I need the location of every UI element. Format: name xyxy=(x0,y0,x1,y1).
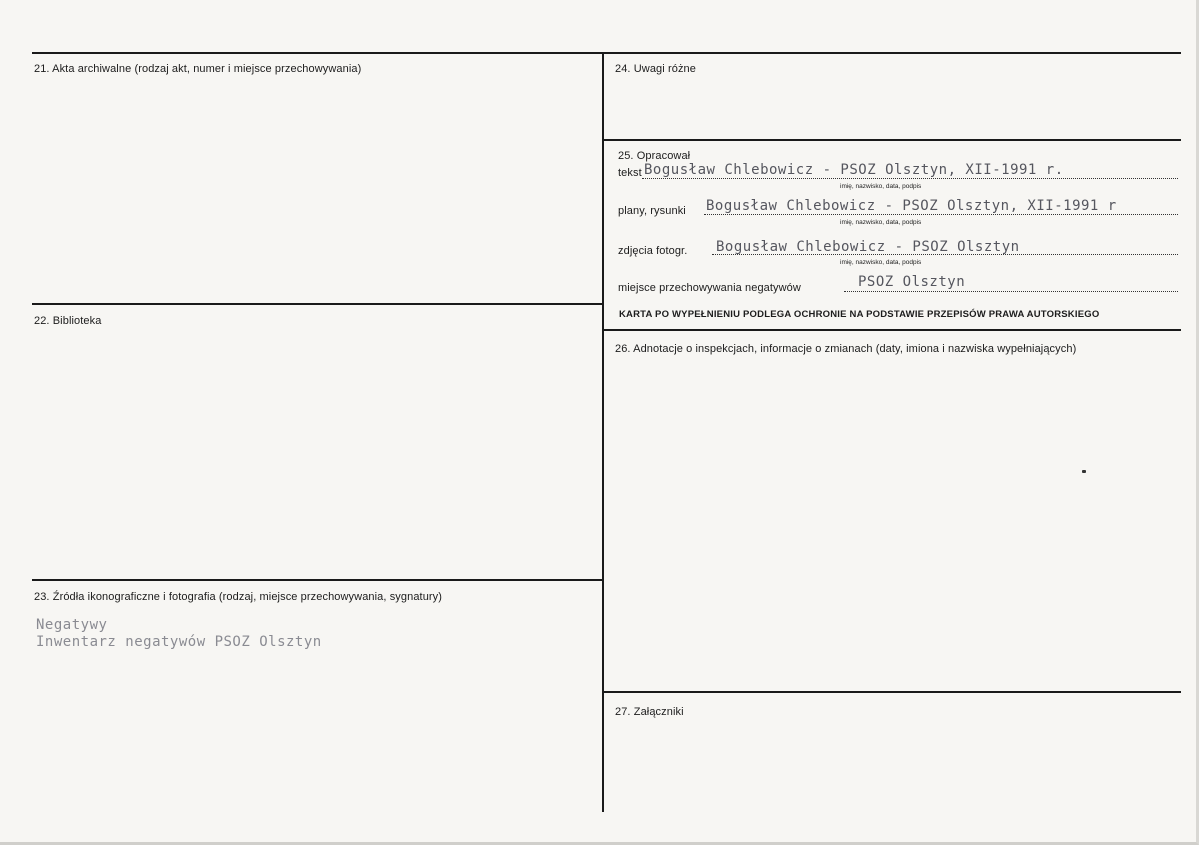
section-25-label: 25. Opracował xyxy=(618,150,691,162)
ink-speck xyxy=(1082,470,1086,473)
zdjecia-hint: imię, nazwisko, data, podpis xyxy=(840,259,922,266)
section-23-label: 23. Źródła ikonograficzne i fotografia (rodzaj, miejsce przechowywania, sygnatury) xyxy=(34,591,443,603)
section-27-label: 27. Załączniki xyxy=(615,706,684,718)
rule-right-26 xyxy=(603,329,1181,331)
rule-right-27 xyxy=(603,691,1181,693)
rule-left-22 xyxy=(32,303,603,305)
top-rule xyxy=(32,52,1181,54)
plany-hint: imię, nazwisko, data, podpis xyxy=(840,219,922,226)
zdjecia-value: Bogusław Chlebowicz - PSOZ Olsztyn xyxy=(716,239,1020,255)
copyright-notice: KARTA PO WYPEŁNIENIU PODLEGA OCHRONIE NA PODSTAWIE PRZEPISÓW PRAWA AUTORSKIEGO xyxy=(619,309,1100,320)
tekst-hint: imię, nazwisko, data, podpis xyxy=(840,183,922,190)
plany-dotted-line xyxy=(704,214,1178,215)
column-divider xyxy=(602,52,604,812)
plany-value: Bogusław Chlebowicz - PSOZ Olsztyn, XII-1991 r xyxy=(706,198,1117,214)
negatywy-value: PSOZ Olsztyn xyxy=(858,274,966,290)
negatywy-dotted-line xyxy=(844,291,1178,292)
section-21-label: 21. Akta archiwalne (rodzaj akt, numer i miejsce przechowywania) xyxy=(34,63,362,75)
rule-right-25 xyxy=(603,139,1181,141)
rule-left-23 xyxy=(32,579,603,581)
section-23-line-1: Negatywy xyxy=(36,617,108,633)
tekst-value: Bogusław Chlebowicz - PSOZ Olsztyn, XII-1991 r. xyxy=(644,162,1064,178)
section-23-line-2: Inwentarz negatywów PSOZ Olsztyn xyxy=(36,634,322,650)
tekst-label: tekst xyxy=(618,167,642,179)
zdjecia-label: zdjęcia fotogr. xyxy=(618,245,688,257)
section-26-label: 26. Adnotacje o inspekcjach, informacje o zmianach (daty, imiona i nazwiska wypełniających) xyxy=(615,343,1077,355)
plany-label: plany, rysunki xyxy=(618,205,686,217)
section-24-label: 24. Uwagi różne xyxy=(615,63,696,75)
negatywy-label: miejsce przechowywania negatywów xyxy=(618,282,801,294)
tekst-dotted-line xyxy=(642,178,1178,179)
section-22-label: 22. Biblioteka xyxy=(34,315,102,327)
